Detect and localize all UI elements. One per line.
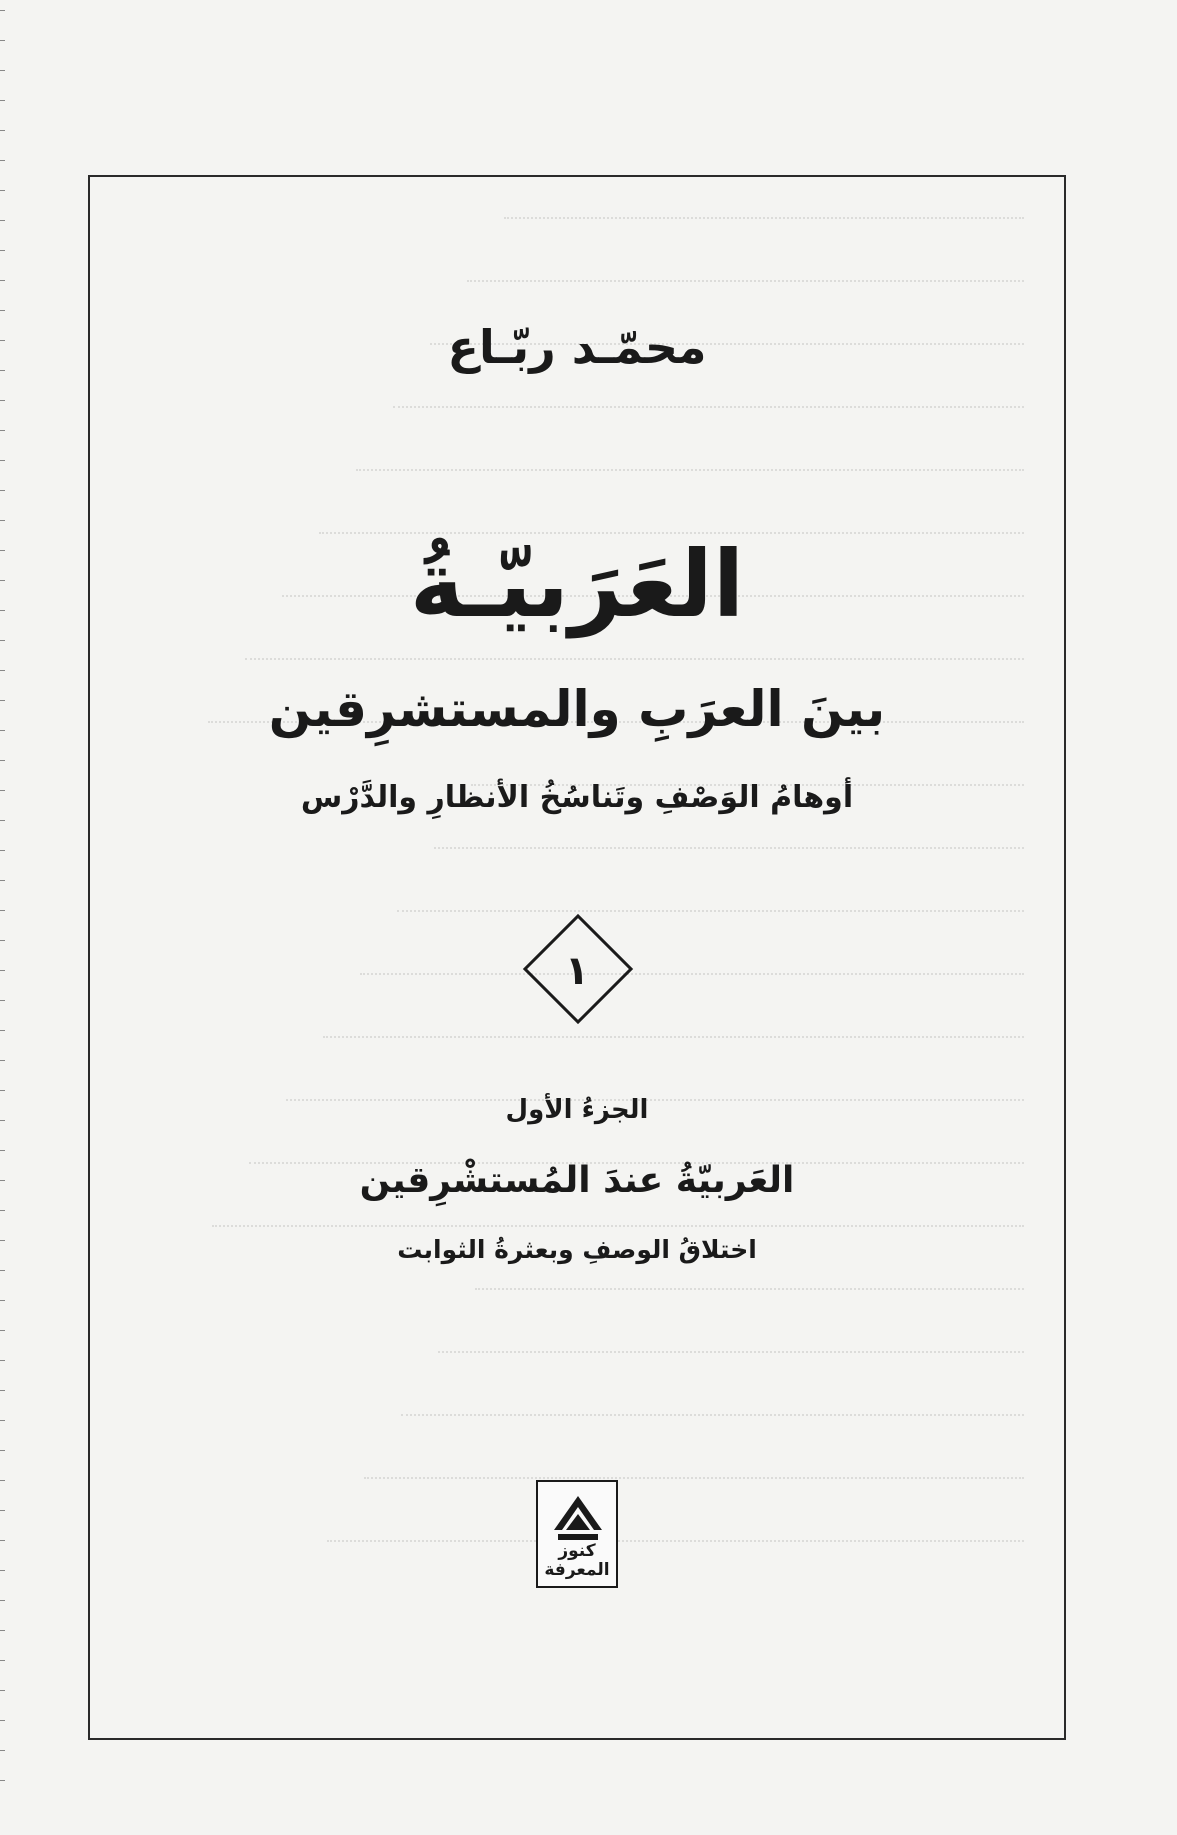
book-subtitle: بينَ العرَبِ والمستشرِقين [268,680,886,738]
edge-tick [0,880,5,881]
edge-tick [0,1630,5,1631]
edge-tick [0,1150,5,1151]
edge-tick [0,1660,5,1661]
publisher-name-line1: كنوز [558,1541,596,1561]
edge-tick [0,10,5,11]
author-name: محمّـد ربّـاع [447,320,707,374]
edge-tick [0,910,5,911]
edge-tick [0,1240,5,1241]
edge-tick [0,730,5,731]
edge-tick [0,520,5,521]
edge-tick [0,1600,5,1601]
edge-tick [0,1090,5,1091]
edge-tick [0,1330,5,1331]
edge-tick [0,820,5,821]
edge-tick [0,1570,5,1571]
edge-tick [0,490,5,491]
book-title: العَرَبيّـةُ [409,531,745,638]
edge-tick [0,250,5,251]
edge-tick [0,1720,5,1721]
edge-tick [0,370,5,371]
edge-tick [0,1540,5,1541]
edge-tick [0,670,5,671]
publisher-name [538,1542,616,1580]
publisher-name-line2: المعرفة [544,1560,610,1580]
edge-tick [0,1420,5,1421]
edge-tick [0,760,5,761]
edge-tick [0,190,5,191]
scan-edge-marks [0,0,6,1835]
publisher-logo-icon [548,1490,608,1542]
edge-tick [0,1030,5,1031]
book-tagline: أوهامُ الوَصْفِ وتَناسُخُ الأنظارِ والدَّرْس [300,780,854,815]
edge-tick [0,1690,5,1691]
edge-tick [0,220,5,221]
edge-tick [0,1120,5,1121]
edge-tick [0,580,5,581]
part-label: الجزءُ الأول [505,1095,649,1125]
edge-tick [0,1300,5,1301]
edge-tick [0,460,5,461]
edge-tick [0,340,5,341]
title-page-content [88,175,1066,1740]
edge-tick [0,1750,5,1751]
edge-tick [0,640,5,641]
edge-tick [0,160,5,161]
edge-tick [0,1060,5,1061]
edge-tick [0,970,5,971]
edge-tick [0,1270,5,1271]
publisher-logo [536,1480,618,1588]
edge-tick [0,550,5,551]
edge-tick [0,400,5,401]
edge-tick [0,1390,5,1391]
edge-tick [0,940,5,941]
edge-tick [0,850,5,851]
edge-tick [0,130,5,131]
volume-badge [88,920,1066,1040]
edge-tick [0,100,5,101]
edge-tick [0,280,5,281]
edge-tick [0,310,5,311]
edge-tick [0,1450,5,1451]
edge-tick [0,1180,5,1181]
volume-number: ١ [564,948,590,994]
edge-tick [0,1210,5,1211]
edge-tick [0,1360,5,1361]
edge-tick [0,430,5,431]
edge-tick [0,1000,5,1001]
edge-tick [0,70,5,71]
part-subtitle: اختلاقُ الوصفِ وبعثرةُ الثوابت [397,1235,757,1264]
edge-tick [0,790,5,791]
edge-tick [0,40,5,41]
edge-tick [0,1510,5,1511]
edge-tick [0,610,5,611]
part-title: العَربيّةُ عندَ المُستشْرِقين [359,1160,795,1201]
edge-tick [0,1480,5,1481]
edge-tick [0,700,5,701]
edge-tick [0,1780,5,1781]
